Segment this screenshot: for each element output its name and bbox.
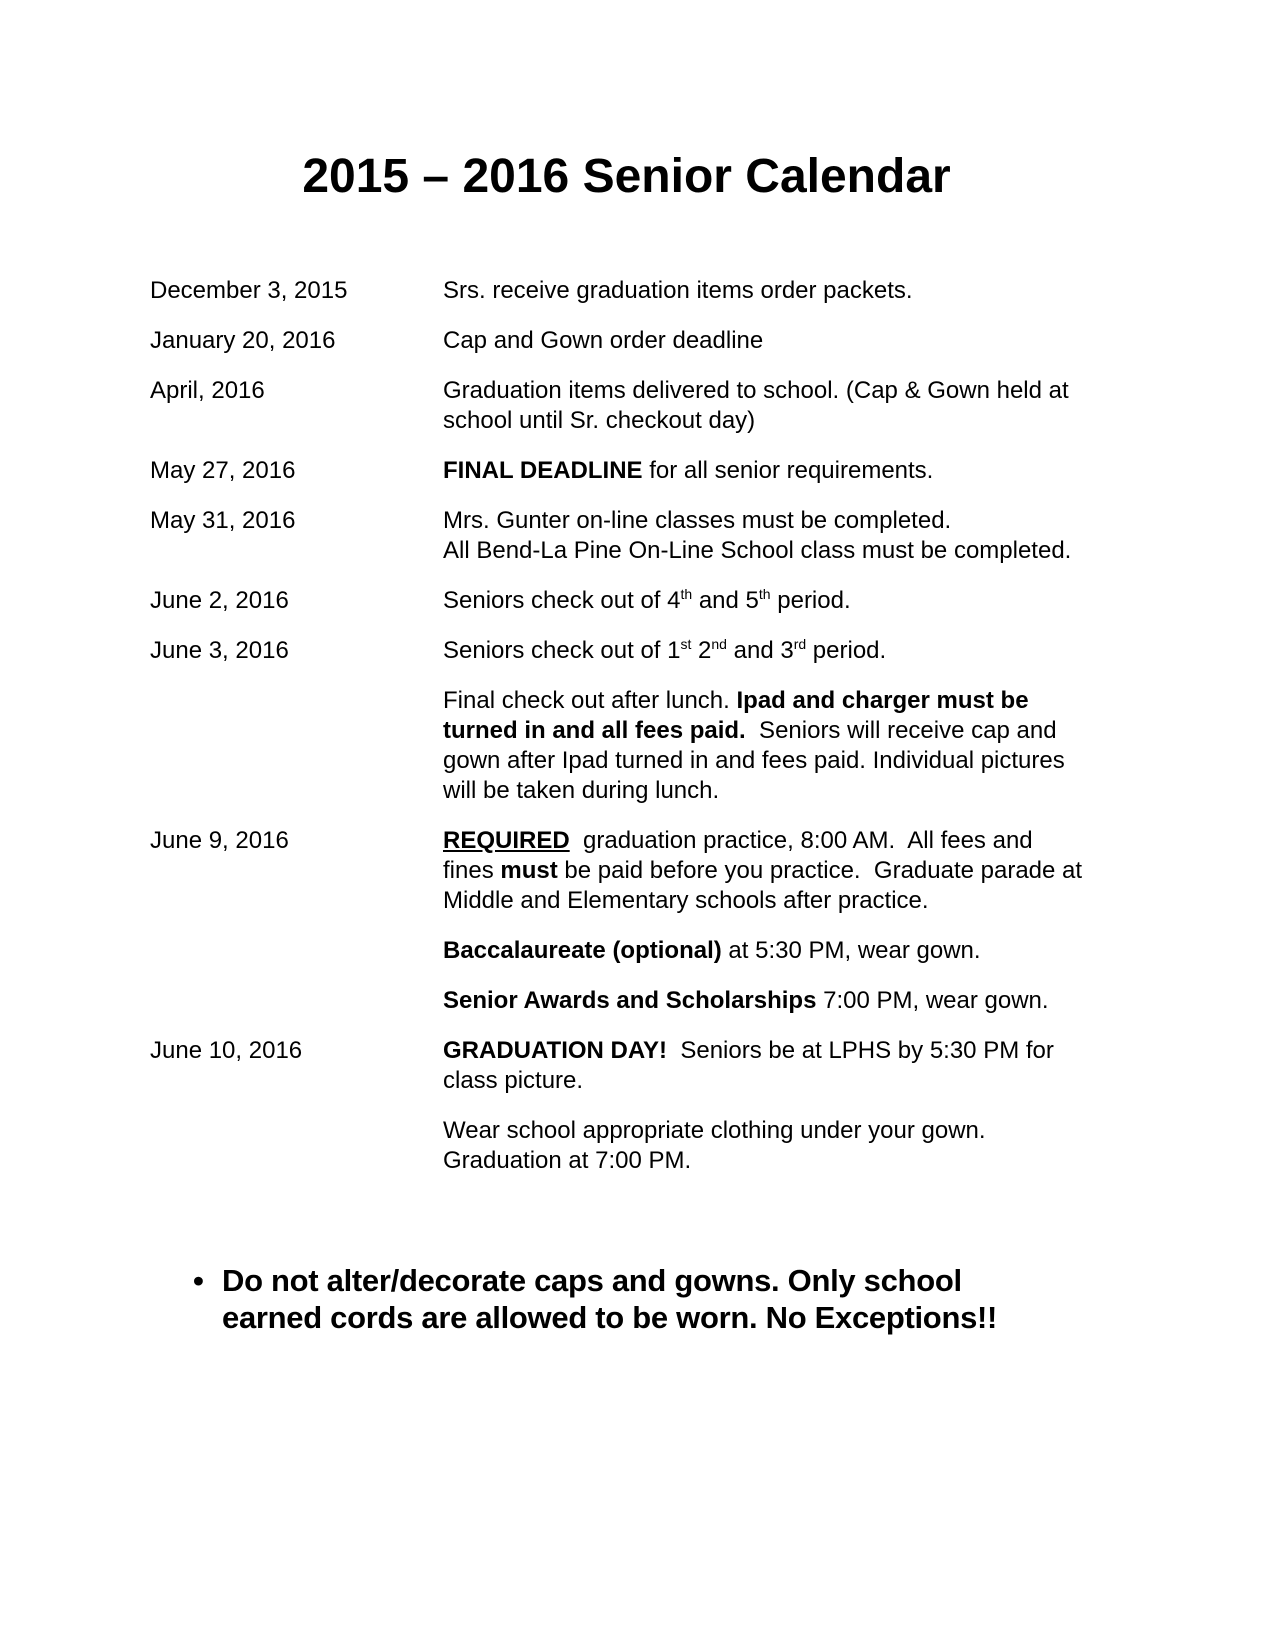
date-cell	[150, 1116, 443, 1176]
calendar-row	[150, 326, 1135, 356]
text-segment: Wear school appropriate clothing under your gown.	[443, 1117, 986, 1144]
calendar-row	[150, 826, 1135, 916]
text-segment: and 3	[726, 637, 794, 664]
bold-text-segment: turned in and all fees paid.	[443, 717, 746, 744]
text-segment: school until Sr. checkout day)	[443, 407, 756, 434]
text-segment: be paid before you practice. Graduate parade at	[557, 857, 1083, 884]
text-segment: class picture.	[443, 1067, 584, 1094]
bold-text-segment: Baccalaureate (optional)	[443, 937, 722, 964]
text-segment: Graduation at 7:00 PM.	[443, 1147, 692, 1174]
calendar-row	[150, 686, 1135, 806]
bold-text-segment: Ipad and charger must be	[736, 687, 1029, 714]
note-line: Do not alter/decorate caps and gowns. Only school	[222, 1263, 962, 1298]
calendar-row	[150, 506, 1135, 566]
calendar-row	[150, 936, 1135, 966]
description-cell	[443, 1036, 1135, 1096]
calendar-row	[150, 1036, 1135, 1096]
date-cell	[150, 936, 443, 966]
text-segment: graduation practice, 8:00 AM. All fees and	[569, 827, 1033, 854]
calendar-row	[150, 1116, 1135, 1176]
date-cell: April, 2016	[150, 377, 265, 404]
bold-text-segment: Senior Awards and Scholarships	[443, 987, 817, 1014]
date-cell: June 9, 2016	[150, 827, 289, 854]
bold-text-segment: must	[500, 857, 558, 884]
text-segment: All Bend-La Pine On-Line School class must be completed.	[443, 537, 1072, 564]
description-cell	[443, 456, 1135, 486]
text-line	[443, 636, 1135, 666]
superscript-segment: rd	[793, 636, 807, 652]
description-cell	[443, 506, 1135, 566]
calendar-row	[150, 456, 1135, 486]
text-line	[443, 1066, 1135, 1096]
text-line	[443, 376, 1135, 406]
description-cell	[443, 826, 1135, 916]
description-cell	[443, 686, 1135, 806]
bold-text-segment: GRADUATION DAY!	[443, 1037, 668, 1064]
text-segment: at 5:30 PM, wear gown.	[721, 937, 981, 964]
bold-text-segment: FINAL DEADLINE	[443, 457, 643, 484]
date-cell: June 2, 2016	[150, 587, 289, 614]
calendar-row	[150, 986, 1135, 1016]
calendar-table	[150, 276, 1135, 1176]
bold-underline-text-segment: REQUIRED	[443, 827, 570, 854]
date-cell: June 10, 2016	[150, 1037, 303, 1064]
text-line	[443, 776, 1135, 806]
text-segment: Mrs. Gunter on-line classes must be completed.	[443, 507, 952, 534]
text-segment: Seniors be at LPHS by 5:30 PM for	[667, 1037, 1054, 1064]
description-cell	[443, 376, 1135, 436]
text-line	[443, 746, 1135, 776]
text-segment: Seniors check out of 1	[443, 637, 681, 664]
text-segment: 7:00 PM, wear gown.	[816, 987, 1049, 1014]
calendar-row	[150, 636, 1135, 666]
text-line	[443, 406, 1135, 436]
document-title: 2015 – 2016 Senior Calendar	[302, 150, 951, 203]
text-segment: for all senior requirements.	[642, 457, 934, 484]
text-line	[443, 1036, 1135, 1066]
description-cell	[443, 586, 1135, 616]
description-cell	[443, 936, 1135, 966]
text-line	[443, 1146, 1135, 1176]
text-segment: Cap and Gown order deadline	[443, 327, 764, 354]
text-line	[443, 506, 1135, 536]
text-segment: fines	[443, 857, 501, 884]
description-cell	[443, 326, 1135, 356]
text-segment: Srs. receive graduation items order packets.	[443, 277, 913, 304]
date-cell: December 3, 2015	[150, 277, 348, 304]
description-cell	[443, 276, 1135, 306]
text-segment: gown after Ipad turned in and fees paid. Individual pictures	[443, 747, 1065, 774]
text-line	[443, 986, 1135, 1016]
date-cell: May 27, 2016	[150, 457, 296, 484]
text-segment: Middle and Elementary schools after practice.	[443, 887, 929, 914]
description-cell	[443, 1116, 1135, 1176]
superscript-segment: th	[758, 586, 771, 602]
text-line	[443, 276, 1135, 306]
text-segment: Seniors check out of 4	[443, 587, 681, 614]
text-line	[443, 326, 1135, 356]
note-text	[222, 1262, 997, 1336]
text-segment: Seniors will receive cap and	[745, 717, 1057, 744]
text-segment: period.	[806, 637, 887, 664]
calendar-row	[150, 276, 1135, 306]
text-line	[443, 686, 1135, 716]
note-line: earned cords are allowed to be worn. No Exceptions!!	[222, 1300, 998, 1335]
date-cell: January 20, 2016	[150, 327, 336, 354]
calendar-row	[150, 586, 1135, 616]
text-line	[443, 936, 1135, 966]
description-cell	[443, 986, 1135, 1016]
text-segment: Final check out after lunch.	[443, 687, 737, 714]
note-bullet-item	[150, 1262, 1135, 1336]
superscript-segment: st	[680, 636, 692, 652]
bullet-icon: •	[193, 1263, 204, 1298]
text-segment: 2	[691, 637, 712, 664]
text-segment: will be taken during lunch.	[443, 777, 720, 804]
text-line	[443, 536, 1135, 566]
text-line	[443, 716, 1135, 746]
calendar-row	[150, 376, 1135, 436]
text-line	[443, 456, 1135, 486]
date-cell	[150, 686, 443, 806]
date-cell: June 3, 2016	[150, 637, 289, 664]
text-line	[443, 586, 1135, 616]
text-line	[443, 826, 1135, 856]
text-line	[443, 886, 1135, 916]
description-cell	[443, 636, 1135, 666]
text-segment: and 5	[692, 587, 759, 614]
text-segment: Graduation items delivered to school. (Cap & Gown held at	[443, 377, 1069, 404]
date-cell: May 31, 2016	[150, 507, 296, 534]
date-cell	[150, 986, 443, 1016]
text-line	[443, 856, 1135, 886]
text-segment: period.	[770, 587, 851, 614]
superscript-segment: th	[680, 586, 693, 602]
text-line	[443, 1116, 1135, 1146]
superscript-segment: nd	[711, 636, 727, 652]
